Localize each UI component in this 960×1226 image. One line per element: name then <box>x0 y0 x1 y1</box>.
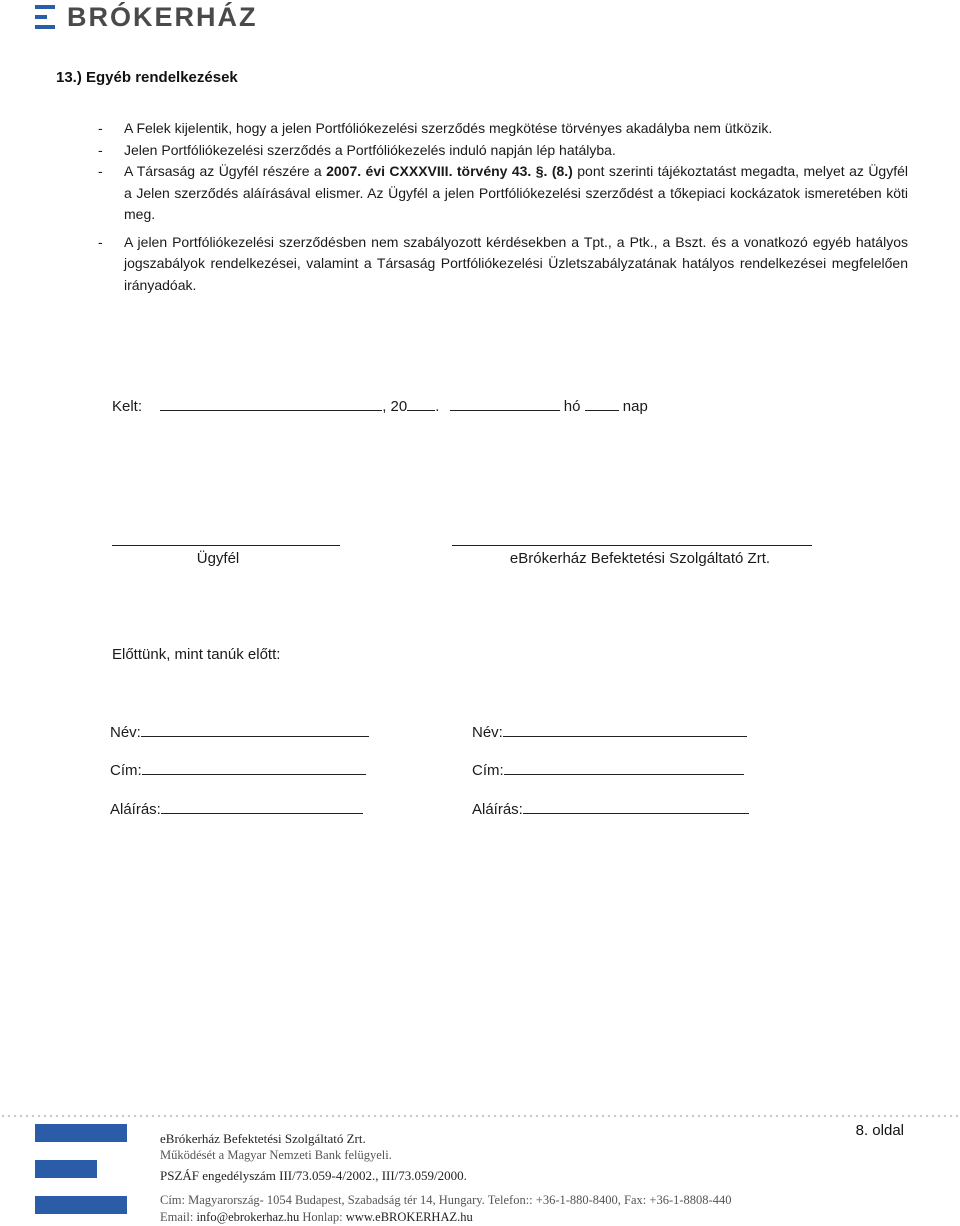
list-item: - A jelen Portfóliókezelési szerződésben nem szabályozott kérdésekben a Tpt., a Ptk., a Bszt. és a vonatkozó egyéb hatályos jogszabályok rendelkezései, valamint a Társaság Portfóliókezelési Üzletszabályzatának hatályos rendelkezései megfelelően irányadóak. <box>98 233 908 293</box>
witness2-name-field: Név: <box>472 721 747 741</box>
client-signature-label: Ügyfél <box>196 550 240 567</box>
date-line: Kelt: , 20 . hó nap <box>112 395 648 415</box>
footer-address: Cím: Magyarország- 1054 Budapest, Szabadság tér 14, Hungary. Telefon:: +36-1-880-8400, Fax: +36-1-8808-440 <box>160 1193 732 1207</box>
month-blank[interactable] <box>450 395 560 411</box>
day-blank[interactable] <box>585 395 619 411</box>
provisions-list <box>98 118 908 302</box>
footer-bar-top <box>35 1124 127 1142</box>
footer-bar-middle <box>35 1160 97 1178</box>
footer-email-link[interactable]: info@ebrokerhaz.hu <box>196 1210 300 1224</box>
place-blank[interactable] <box>160 395 382 411</box>
witness-title: Előttünk, mint tanúk előtt: <box>112 646 281 663</box>
list-item-text: A Felek kijelentik, hogy a jelen Portfóliókezelési szerződés megkötése törvényes akadályba nem ütközik. <box>124 120 773 136</box>
list-item: - Jelen Portfóliókezelési szerződés a Portfóliókezelés induló napján lép hatályba. <box>98 141 616 158</box>
footer-license: PSZÁF engedélyszám III/73.059-4/2002., III/73.059/2000. <box>160 1168 467 1183</box>
brand-name: BRÓKERHÁZ <box>67 1 258 32</box>
witness1-name-field: Név: <box>110 721 369 741</box>
page-number: 8. oldal <box>855 1122 904 1139</box>
footer-web-link[interactable]: www.eBROKERHAZ.hu <box>345 1210 473 1224</box>
company-signature-label: eBrókerház Befektetési Szolgáltató Zrt. <box>509 550 771 567</box>
footer-info <box>160 1130 731 1226</box>
witness2-address-field: Cím: <box>472 759 744 779</box>
list-item-text: Jelen Portfóliókezelési szerződés a Portfóliókezelés induló napján lép hatályba. <box>124 141 616 158</box>
law-reference: 2007. évi CXXXVIII. törvény 43. §. (8.) <box>326 163 573 179</box>
witness2-address-blank[interactable] <box>504 759 744 775</box>
company-signature-line[interactable] <box>452 545 812 546</box>
brand-logo <box>35 1 258 32</box>
witness1-address-blank[interactable] <box>142 759 366 775</box>
list-item-text: A jelen Portfóliókezelési szerződésben nem szabályozott kérdésekben a Tpt., a Ptk., a Bszt. és a vonatkozó egyéb hatályos jogszabályok rendelkezései, valamint a Társaság Portfóliókezelési Üzletszabályzatának hatályos rendelkezései megfelelően irányadóak. <box>124 233 908 293</box>
witness2-signature-field: Aláírás: <box>472 798 749 818</box>
section-title: 13.) Egyéb rendelkezések <box>56 69 238 86</box>
witness1-signature-blank[interactable] <box>161 798 363 814</box>
ebrokerhaz-e-logo-icon <box>35 5 55 29</box>
year-blank[interactable] <box>407 395 435 411</box>
list-item-text: pont szerinti tájékoztatást megadta, melyet az Ügyfél a Jelen szerződés aláírásával elismer. Az Ügyfél a jelen Portfóliókezelési szerződést a tőkepiaci kockázatok ismeretében köti meg. <box>124 163 908 222</box>
footer-bar-bottom <box>35 1196 127 1214</box>
footer-supervision: Működését a Magyar Nemzeti Bank felügyeli. <box>160 1148 392 1162</box>
client-signature-line[interactable] <box>112 545 340 546</box>
footer-divider <box>0 1114 960 1118</box>
footer-contact: Email: info@ebrokerhaz.hu Honlap: www.eBROKERHAZ.hu <box>160 1210 473 1224</box>
witness2-name-blank[interactable] <box>503 721 747 737</box>
date-label: Kelt: <box>112 398 143 415</box>
list-item: - A Társaság az Ügyfél részére a 2007. évi CXXXVIII. törvény 43. §. (8.) pont szerinti tájékoztatást megadta, melyet az Ügyfél a Jelen szerződés aláírásával elismer. Az Ügyfél a jelen Portfóliókezelési szerződést a tőkepiaci kockázatok ismeretében köti meg. <box>98 163 908 222</box>
list-item: - A Felek kijelentik, hogy a jelen Portfóliókezelési szerződés megkötése törvényes akadályba nem ütközik. <box>98 120 773 136</box>
footer-company: eBrókerház Befektetési Szolgáltató Zrt. <box>160 1131 366 1146</box>
witness2-signature-blank[interactable] <box>523 798 749 814</box>
list-item-text: A Társaság az Ügyfél részére a <box>124 163 327 179</box>
witness1-address-field: Cím: <box>110 759 366 779</box>
witness1-name-blank[interactable] <box>141 721 369 737</box>
witness1-signature-field: Aláírás: <box>110 798 363 818</box>
